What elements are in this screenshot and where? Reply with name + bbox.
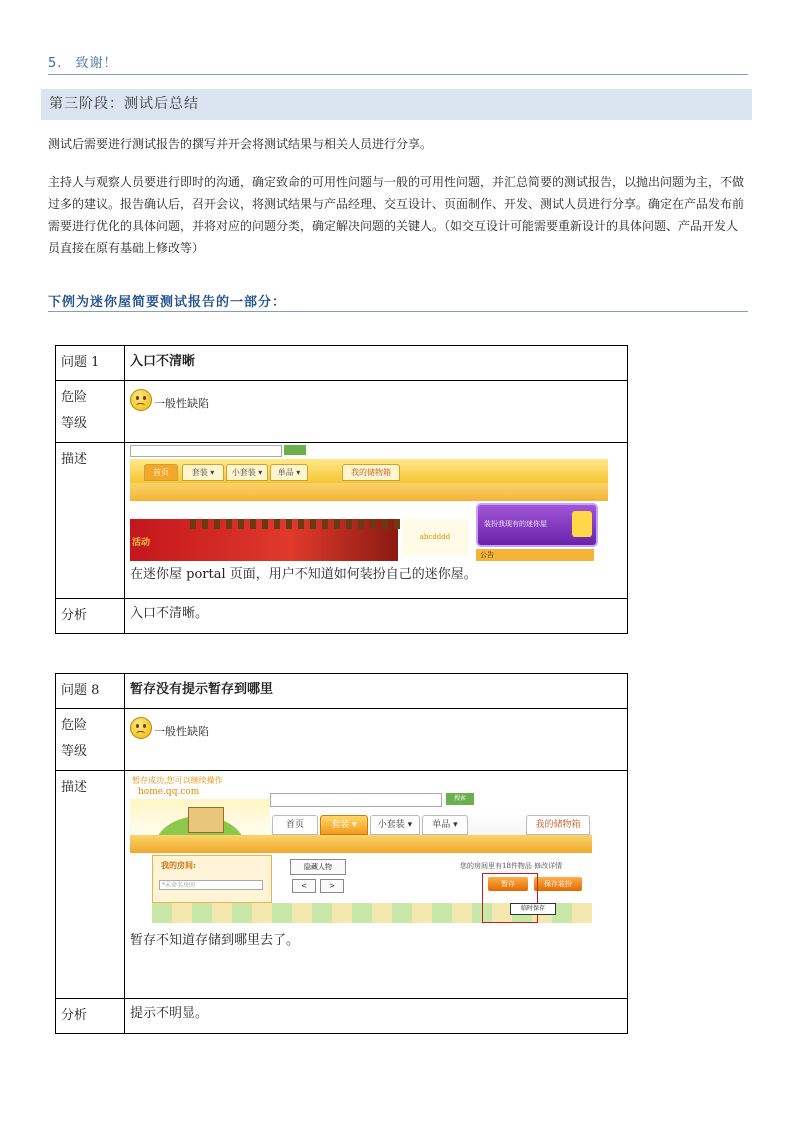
stage-heading: 第三阶段：测试后总结 xyxy=(41,89,752,120)
highlight-box xyxy=(482,873,538,923)
sad-face-icon xyxy=(130,717,152,739)
screenshot-banner xyxy=(130,519,398,561)
severity-text: 一般性缺陷 xyxy=(154,397,209,410)
search-button xyxy=(446,793,474,805)
description-cell xyxy=(125,771,628,999)
section-heading xyxy=(48,52,748,75)
shot-tab-storage: 我的储物箱 xyxy=(526,815,590,835)
room-label: 我的房间: xyxy=(161,860,196,870)
screenshot-temp-save xyxy=(130,773,592,923)
description-text: 暂存不知道存储到哪里去了。 xyxy=(130,933,300,948)
description-label: 描述 xyxy=(56,443,125,599)
severity-cell xyxy=(125,709,628,771)
risk-label-line1: 危险 xyxy=(61,390,88,405)
screenshot-nav xyxy=(130,459,608,483)
site-logo: home.qq.com xyxy=(138,787,200,797)
shot-tab-item: 单品 ▾ xyxy=(270,464,308,481)
save-outfit-button: 保存装扮 xyxy=(534,877,582,891)
paragraph-details: 主持人与观察人员要进行即时的沟通，确定致命的可用性问题与一般的可用性问题，并汇总简要的测试报告，以抛出问题为主，不做过多的建议。报告确认后，召开会议，将测试结果与产品经理、交互设计、页面制作、开发、测试人员进行分享。确定在产品发布前需要进行优化的具体问题，并将对应的问题分类，确定解决问题的关键人。（如交互设计可能需要重新设计的具体问题、产品开发人员直接在原有基础上修改等） xyxy=(48,175,745,255)
temp-save-button: 暂存 xyxy=(488,877,528,891)
risk-label-line2: 等级 xyxy=(61,416,88,431)
analysis-label: 分析 xyxy=(56,999,125,1034)
risk-label xyxy=(56,381,125,443)
description-cell xyxy=(125,443,628,599)
promo-text: 装扮我现有的迷你屋 xyxy=(484,520,547,528)
temp-save-tooltip: 临时保存 xyxy=(510,903,556,915)
hide-character-button: 隐藏人物 xyxy=(290,859,346,875)
severity-cell xyxy=(125,381,628,443)
sad-face-icon xyxy=(130,389,152,411)
issue-table-8 xyxy=(55,673,628,1034)
analysis-text: 提示不明显。 xyxy=(125,999,628,1034)
section-number: 5. xyxy=(48,56,63,71)
item-count: 您的房间里有18件物品 修改详情 xyxy=(460,862,563,870)
issue-label: 问题 8 xyxy=(56,674,125,709)
shot-tab-suit: 套装 ▾ xyxy=(320,815,368,835)
screenshot-miniroom-portal xyxy=(130,445,608,561)
shot-tab-home: 首页 xyxy=(272,815,318,835)
shot-tab-home: 首页 xyxy=(144,464,178,481)
severity-text: 一般性缺陷 xyxy=(154,725,209,738)
description-text: 在迷你屋 portal 页面，用户不知道如何装扮自己的迷你屋。 xyxy=(130,567,477,582)
screenshot-nav xyxy=(270,813,592,835)
banner-text: 活动 xyxy=(132,538,151,548)
risk-label-line2: 等级 xyxy=(61,744,88,759)
notice-bar: 公告 xyxy=(476,549,594,561)
save-notice: 暂存成功,您可以继续操作 xyxy=(132,776,223,785)
next-button: > xyxy=(320,879,344,893)
shot-tab-item: 单品 ▾ xyxy=(422,815,468,835)
shot-tab-small-suit: 小套装 ▾ xyxy=(226,464,268,481)
section-title: 致谢！ xyxy=(75,56,118,71)
analysis-text: 入口不清晰。 xyxy=(125,599,628,634)
room-select: *未命名房间 xyxy=(159,880,263,890)
shot-tab-small-suit: 小套装 ▾ xyxy=(370,815,420,835)
description-label: 描述 xyxy=(56,771,125,999)
shot-tab-storage: 我的储物箱 xyxy=(342,464,400,481)
paragraph-intro: 测试后需要进行测试报告的撰写并开会将测试结果与相关人员进行分享。 xyxy=(48,137,433,151)
house-icon xyxy=(188,807,224,833)
shot-tab-suit: 套装 ▾ xyxy=(182,464,224,481)
search-button-label: 搜索 xyxy=(453,795,466,802)
sub-heading: 下例为迷你屋简要测试报告的一部分： xyxy=(48,291,748,312)
prev-button: < xyxy=(292,879,316,893)
issue-title: 暂存没有提示暂存到哪里 xyxy=(125,674,628,709)
analysis-label: 分析 xyxy=(56,599,125,634)
side-text: abcdddd xyxy=(402,519,468,555)
my-room-panel xyxy=(152,855,272,903)
issue-table-1 xyxy=(55,345,628,634)
risk-label-line1: 危险 xyxy=(61,718,88,733)
dress-up-promo xyxy=(476,503,598,547)
issue-title: 入口不清晰 xyxy=(125,346,628,381)
risk-label xyxy=(56,709,125,771)
issue-label: 问题 1 xyxy=(56,346,125,381)
